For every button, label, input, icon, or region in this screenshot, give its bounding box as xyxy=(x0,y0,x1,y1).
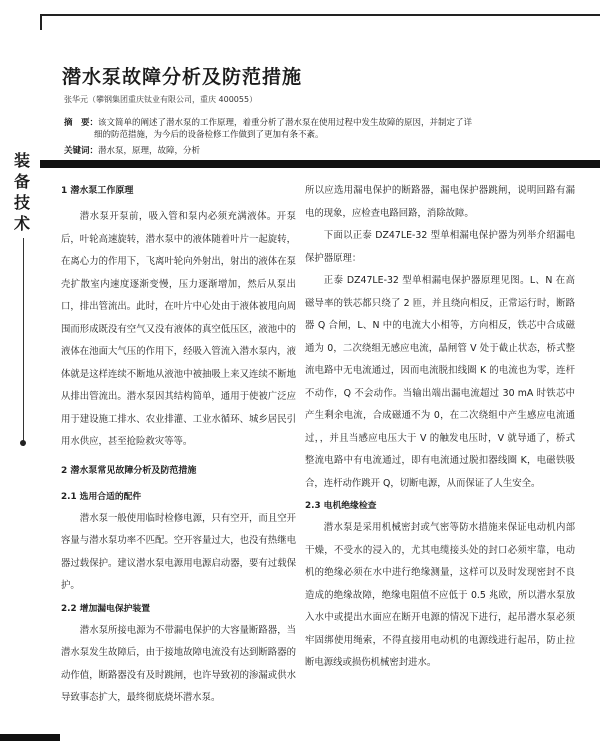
section-divider-bar xyxy=(40,160,600,168)
abstract-line-1 xyxy=(64,118,584,130)
section-2-heading: 2 潜水泵常见故障分析及防范措施 xyxy=(61,465,197,476)
abstract-block xyxy=(64,118,584,141)
side-vertical-rule xyxy=(23,238,24,446)
column-label-char: 技 xyxy=(13,193,30,212)
abstract-text-1: 该文简单的阐述了潜水泵的工作原理，着重分析了潜水泵在使用过程中发生故障的原因，并制定了详 xyxy=(98,118,473,128)
section-2-2-paragraph: 潜水泵所接电源为不带漏电保护的大容量断路器，当潜水泵发生故障后，由于接地故障电流没有达到断路器的动作值，断路器没有及时跳闸，也许导致初的渗漏或供水导致事态扩大，最终彻底烧坏潜水泵。 xyxy=(61,624,296,703)
section-2-3-paragraph: 潜水泵是采用机械密封或气密等防水措施来保证电动机内部干燥，不受水的浸入的，尤其电缆接头处的封口必须牢靠，电动机的绝缘必须在水中进行绝缘测量，这样可以及时发现密封不良造成的绝缘故障，绝缘电阻值不应低于 0.5 兆欧，所以潜水泵放入水中或提出水面应在断开电源的情况下进行，起吊潜水泵必须牢固绑使用绳索，不得直接用电动机的电源线进行起吊，防止拉断电源线或损伤机械密封进水。 xyxy=(305,522,575,668)
author-affiliation: 张华元（攀钢集团重庆钛业有限公司，重庆 400055） xyxy=(64,95,258,104)
section-2-2-heading: 2.2 增加漏电保护装置 xyxy=(61,603,151,614)
intro-paragraph: 下面以正泰 DZ47LE-32 型单相漏电保护器为列举介绍漏电保护器原理： xyxy=(305,230,575,264)
column-label-char: 备 xyxy=(13,172,30,191)
keywords-text: 潜水泵，原理，故障，分析 xyxy=(98,146,201,156)
side-rule-dot xyxy=(20,440,26,446)
article-title: 潜水泵故障分析及防范措施 xyxy=(62,66,303,88)
abstract-line-2: 细的防范措施，为今后的设备检修工作做到了更加有条不紊。 xyxy=(94,129,324,140)
header-corner-mark xyxy=(40,14,42,30)
keywords-block xyxy=(64,144,200,156)
right-column xyxy=(305,180,575,675)
column-label-char: 术 xyxy=(13,214,30,233)
footer-bar xyxy=(0,734,60,741)
column-label-char: 装 xyxy=(13,151,30,170)
column-section-label xyxy=(12,150,32,234)
continued-paragraph: 所以应选用漏电保护的断路器，漏电保护器跳闸，说明回路有漏电的现象，应检查电路回路，消除故障。 xyxy=(305,185,575,219)
section-2-1-heading: 2.1 选用合适的配件 xyxy=(61,491,142,502)
header-rule xyxy=(40,14,600,16)
section-1-heading: 1 潜水泵工作原理 xyxy=(61,186,134,196)
abstract-label: 摘 要： xyxy=(64,118,99,128)
section-2-3-heading: 2.3 电机绝缘检查 xyxy=(305,501,377,511)
principle-paragraph: 正泰 DZ47LE-32 型单相漏电保护器原理见图。L、N 在高磁导率的铁芯都只绕了 2 匝，并且绕向相反，正常运行时，断路器 Q 合闸，L、N 中的电流大小相等，方向相反，铁芯中合成磁通为 0，二次绕组无感应电流，晶闸管 V 处于截止状态，桥式整流电路中无电流通过，因而电流脱扣线圈 K 的电流也为零，连杆不动作，Q 不会动作。当输出端出漏电流超过 30 mA 时铁芯中产生剩余电流，合成磁通不为 0，在二次绕组中产生感应电流通过，，并且当感应电压大于 V 的触发电压时，V 就导通了，桥式整流电路中有电流通过，即有电流通过脱扣器线圈 K，电磁铁吸合，连杆动作跳开 Q，切断电源，从而保证了人生安全。 xyxy=(305,275,575,489)
keywords-label: 关键词： xyxy=(64,146,99,156)
section-1-paragraph: 潜水泵开泵前，吸入管和泵内必须充满液体。开泵后，叶轮高速旋转，潜水泵中的液体随着叶片一起旋转，在离心力的作用下，飞离叶轮向外射出，射出的液体在泵壳扩散室内速度逐渐变慢，压力逐渐增加，然后从泵出口，排出管流出。此时，在叶片中心处由于液体被甩向周围而形成既没有空气又没有液体的真空低压区，液池中的液体在池面大气压的作用下，经吸入管流入潜水泵内，液体就是这样连续不断地从液池中被抽吸上来又连续不断地从排出管流出。潜水泵因其结构简单，通用于使被广泛应用于建设施工排水、农业排灌、工业水循环、城乡居民引用水供应，甚至抢险救灾等等。 xyxy=(61,211,296,447)
section-2-1-paragraph: 潜水泵一般使用临时检修电源，只有空开，而且空开容量与潜水泵功率不匹配。空开容量过大，也没有热继电器过载保护。建议潜水泵电源用电源启动器，要有过载保护。 xyxy=(61,512,296,591)
left-column xyxy=(61,180,296,710)
